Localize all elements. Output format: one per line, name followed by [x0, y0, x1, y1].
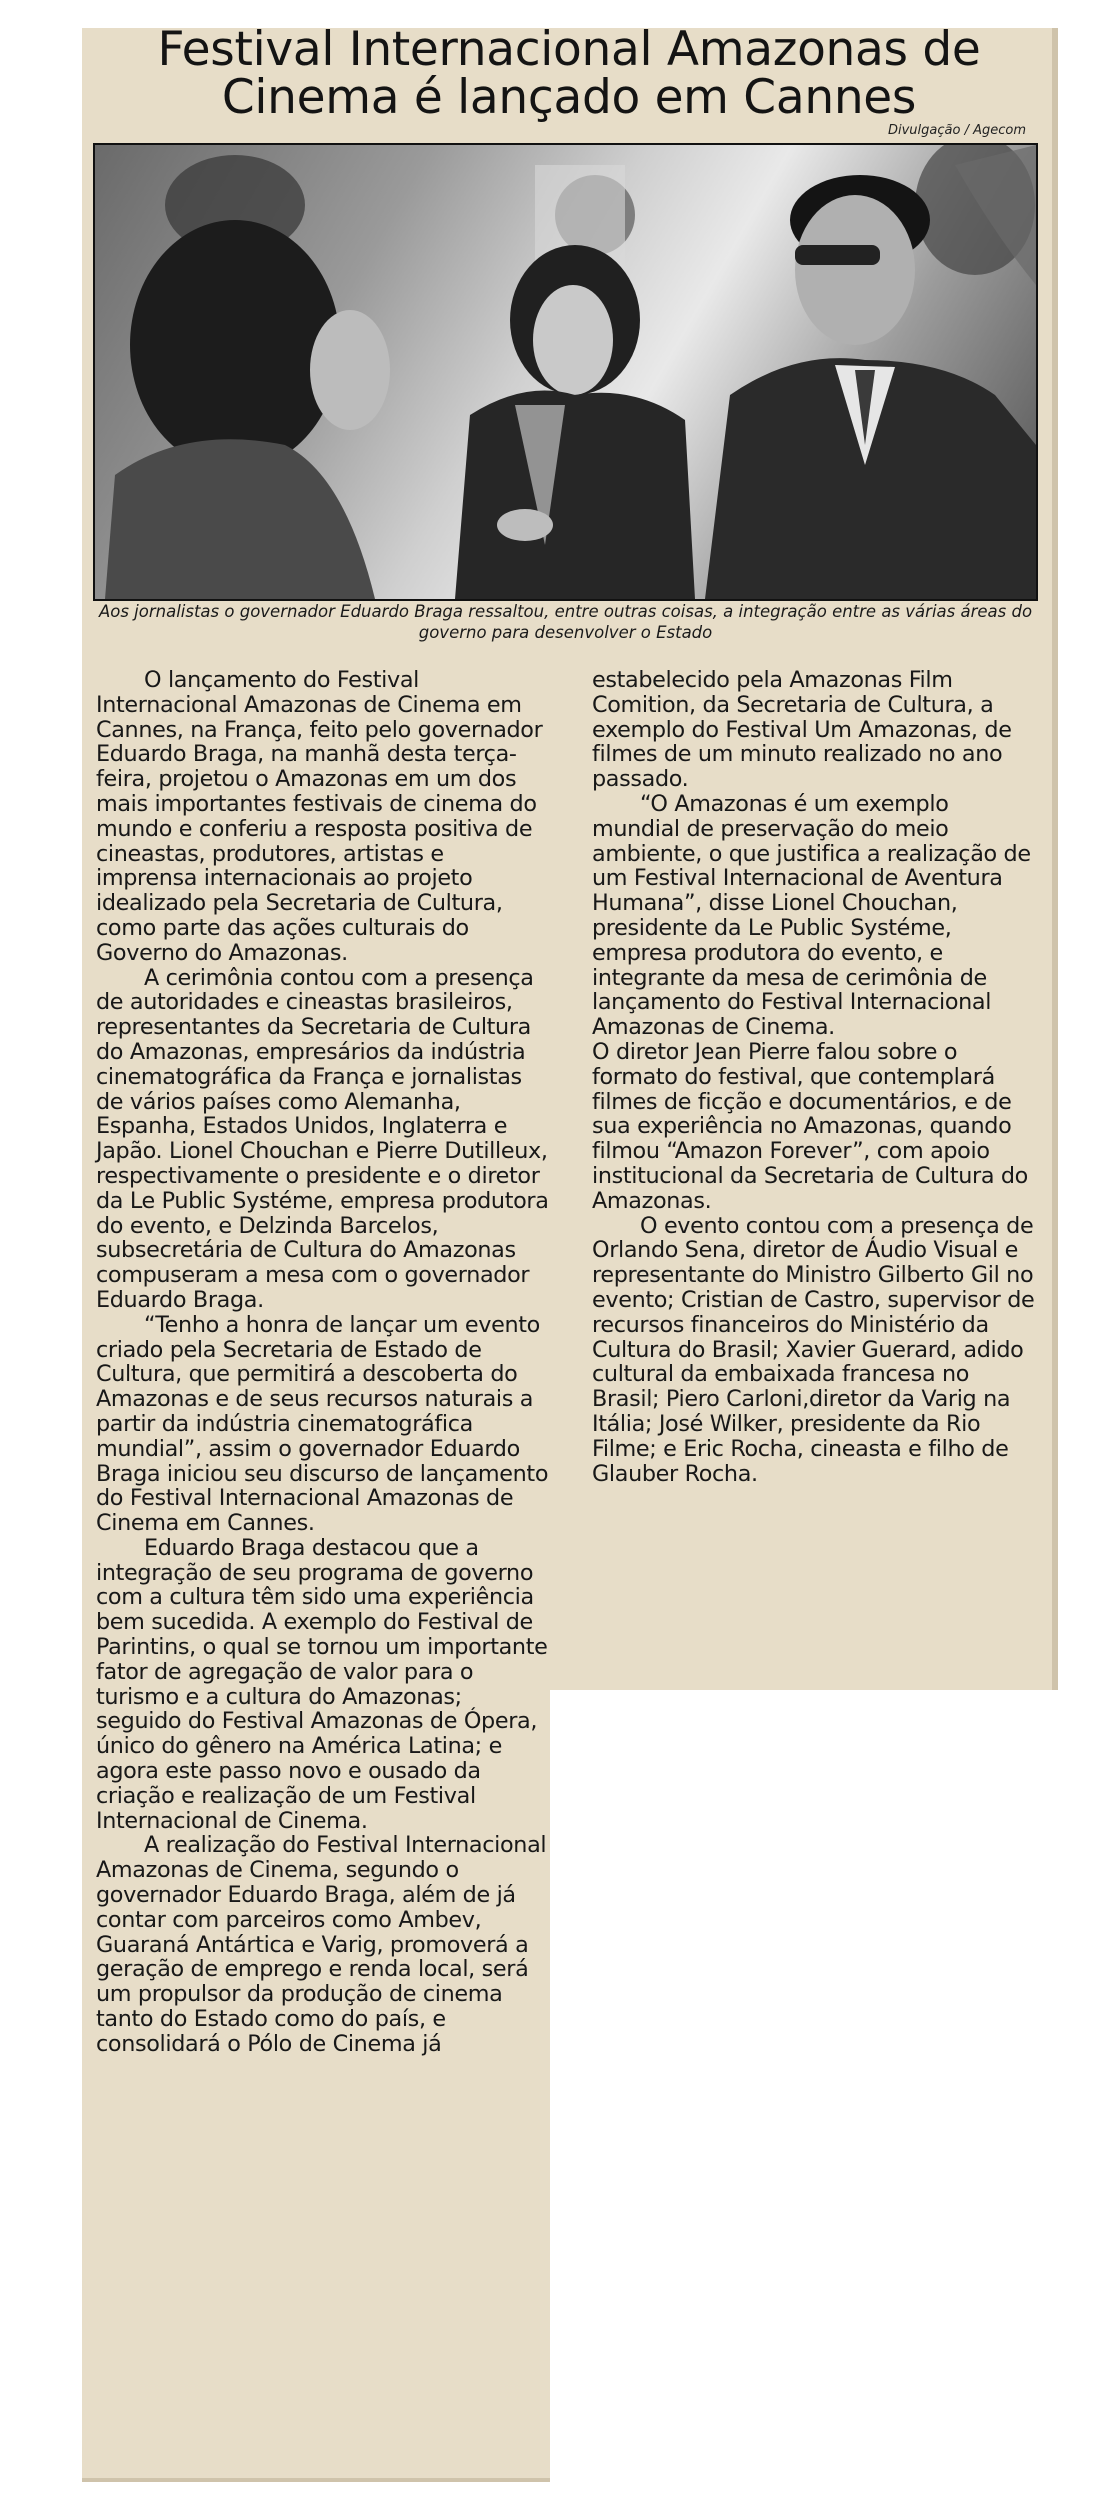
photo-credit: Divulgação / Agecom [887, 123, 1026, 138]
paragraph: “Tenho a honra de lançar um evento criado pela Secretaria de Estado de Cultura, que permitirá a descoberta do Amazonas e de seus recursos naturais a partir da indústria cinematográfica mundial”, assim o governador Eduardo Braga iniciou seu discurso de lançamento do Festival Internacional Amazonas de Cinema em Cannes. [96, 1311, 549, 1537]
article-column-right [592, 668, 1042, 1486]
paragraph: O lançamento do Festival Internacional Amazonas de Cinema em Cannes, na França, feito pelo governador Eduardo Braga, na manhã desta terça-feira, projetou o Amazonas em um dos mais importantes festivais de cinema do mundo e conferiu a resposta positiva de cineastas, produtores, artistas e imprensa internacionais ao projeto idealizado pela Secretaria de Cultura, como parte das ações culturais do Governo do Amazonas. [96, 667, 543, 966]
paragraph: “O Amazonas é um exemplo mundial de preservação do meio ambiente, o que justifica a realização de um Festival Internacional de Aventura Humana”, disse Lionel Chouchan, presidente da Le Public Systéme, empresa produtora do evento, e integrante da mesa de cerimônia de lançamento do Festival Internacional Amazonas de Cinema. [592, 790, 1031, 1041]
article-column-left [96, 668, 550, 2057]
paragraph: O diretor Jean Pierre falou sobre o formato do festival, que contemplará filmes de ficção e documentários, e de sua experiência no Amazonas, quando filmou “Amazon Forever”, com apoio institucional da Secretaria de Cultura do Amazonas. [592, 1038, 1028, 1214]
photo-illustration [95, 145, 1036, 599]
headline: Festival Internacional Amazonas de Cinema é lançado em Cannes [157, 22, 981, 125]
paragraph: A cerimônia contou com a presença de autoridades e cineastas brasileiros, representantes da Secretaria de Cultura do Amazonas, empresários da indústria cinematográfica da França e jornalistas de vários países como Alemanha, Espanha, Estados Unidos, Inglaterra e Japão. Lionel Chouchan e Pierre Dutilleux, respectivamente o presidente e o diretor da Le Public Systéme, empresa produtora do evento, e Delzinda Barcelos, subsecretária de Cultura do Amazonas compuseram a mesa com o governador Eduardo Braga. [96, 964, 549, 1313]
paragraph: Eduardo Braga destacou que a integração de seu programa de governo com a cultura têm sido uma experiência bem sucedida. A exemplo do Festival de Parintins, o qual se tornou um importante fator de agregação de valor para o turismo e a cultura do Amazonas; seguido do Festival Amazonas de Ópera, único do gênero na América Latina; e agora este passo novo e ousado da criação e realização de um Festival Internacional de Cinema. [96, 1534, 548, 1834]
paragraph-continued: estabelecido pela Amazonas Film Comition, da Secretaria de Cultura, a exemplo do Festival Um Amazonas, de filmes de um minuto realizado no ano passado. [592, 667, 1012, 793]
news-photo [93, 143, 1038, 601]
paragraph: A realização do Festival Internacional Amazonas de Cinema, segundo o governador Eduardo Braga, além de já contar com parceiros como Ambev, Guaraná Antártica e Varig, promoverá a geração de emprego e renda local, será um propulsor da produção de cinema tanto do Estado como do país, e consolidará o Pólo de Cinema já [96, 1832, 547, 2057]
paragraph: O evento contou com a presença de Orlando Sena, diretor de Áudio Visual e representante do Ministro Gilberto Gil no evento; Cristian de Castro, supervisor de recursos financeiros do Ministério da Cultura do Brasil; Xavier Guerard, adido cultural da embaixada francesa no Brasil; Piero Carloni,diretor da Varig na Itália; José Wilker, presidente da Rio Filme; e Eric Rocha, cineasta e filho de Glauber Rocha. [592, 1212, 1035, 1487]
clipping-edge [1052, 28, 1058, 1690]
clipping-edge-bottom [82, 2478, 550, 2482]
photo-caption: Aos jornalistas o governador Eduardo Braga ressaltou, entre outras coisas, a integração entre as várias áreas do governo para desenvolver o Estado [98, 602, 1033, 642]
